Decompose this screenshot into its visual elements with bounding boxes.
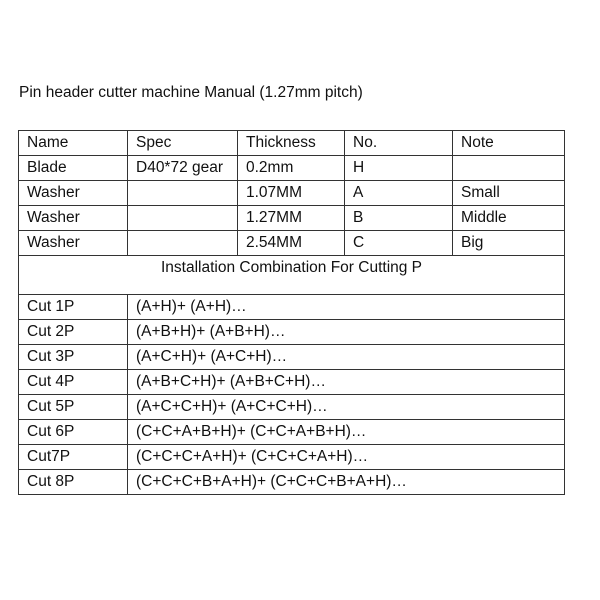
part-number-cell: A [345, 181, 453, 206]
part-note-cell: Big [453, 231, 565, 256]
part-thickness-cell: 1.07MM [238, 181, 345, 206]
document-title: Pin header cutter machine Manual (1.27mm pitch) [19, 84, 363, 101]
part-name-cell: Blade [19, 156, 128, 181]
table-header-row [19, 131, 565, 156]
part-note-cell: Small [453, 181, 565, 206]
header-thickness: Thickness [238, 131, 345, 156]
header-name: Name [19, 131, 128, 156]
combination-formula-cell: (A+B+C+H)+ (A+B+C+H)… [128, 370, 565, 395]
combination-formula-cell: (C+C+C+A+H)+ (C+C+C+A+H)… [128, 445, 565, 470]
combination-section-heading-row [19, 256, 565, 281]
part-note-cell [453, 156, 565, 181]
part-number-cell: C [345, 231, 453, 256]
table-row [19, 231, 565, 256]
table-row [19, 181, 565, 206]
header-spec: Spec [128, 131, 238, 156]
cut-label-cell: Cut 8P [19, 470, 128, 495]
table-row [19, 295, 565, 320]
table-row [19, 156, 565, 181]
combination-formula-cell: (A+C+H)+ (A+C+H)… [128, 345, 565, 370]
part-spec-cell [128, 181, 238, 206]
table-row [19, 206, 565, 231]
part-number-cell: H [345, 156, 453, 181]
cut-label-cell: Cut 2P [19, 320, 128, 345]
cut-label-cell: Cut 5P [19, 395, 128, 420]
combination-formula-cell: (A+B+H)+ (A+B+H)… [128, 320, 565, 345]
combination-formula-cell: (A+H)+ (A+H)… [128, 295, 565, 320]
combination-section-title: Installation Combination For Cutting P [19, 256, 565, 281]
combination-formula-cell: (A+C+C+H)+ (A+C+C+H)… [128, 395, 565, 420]
header-note: Note [453, 131, 565, 156]
cut-label-cell: Cut 4P [19, 370, 128, 395]
part-name-cell: Washer [19, 231, 128, 256]
part-name-cell: Washer [19, 181, 128, 206]
combination-formula-cell: (C+C+A+B+H)+ (C+C+A+B+H)… [128, 420, 565, 445]
header-number: No. [345, 131, 453, 156]
part-thickness-cell: 2.54MM [238, 231, 345, 256]
cutter-spec-table [18, 130, 565, 495]
part-note-cell: Middle [453, 206, 565, 231]
part-spec-cell [128, 206, 238, 231]
table-row [19, 345, 565, 370]
part-name-cell: Washer [19, 206, 128, 231]
table-row [19, 395, 565, 420]
part-thickness-cell: 1.27MM [238, 206, 345, 231]
cut-label-cell: Cut 3P [19, 345, 128, 370]
cut-label-cell: Cut 1P [19, 295, 128, 320]
table-row [19, 320, 565, 345]
part-spec-cell: D40*72 gear [128, 156, 238, 181]
table-row [19, 470, 565, 495]
cut-label-cell: Cut7P [19, 445, 128, 470]
table-row [19, 370, 565, 395]
section-spacer-row [19, 280, 565, 295]
combination-formula-cell: (C+C+C+B+A+H)+ (C+C+C+B+A+H)… [128, 470, 565, 495]
table-row [19, 420, 565, 445]
part-number-cell: B [345, 206, 453, 231]
part-thickness-cell: 0.2mm [238, 156, 345, 181]
part-spec-cell [128, 231, 238, 256]
table-row [19, 445, 565, 470]
section-spacer [19, 280, 565, 295]
cut-label-cell: Cut 6P [19, 420, 128, 445]
